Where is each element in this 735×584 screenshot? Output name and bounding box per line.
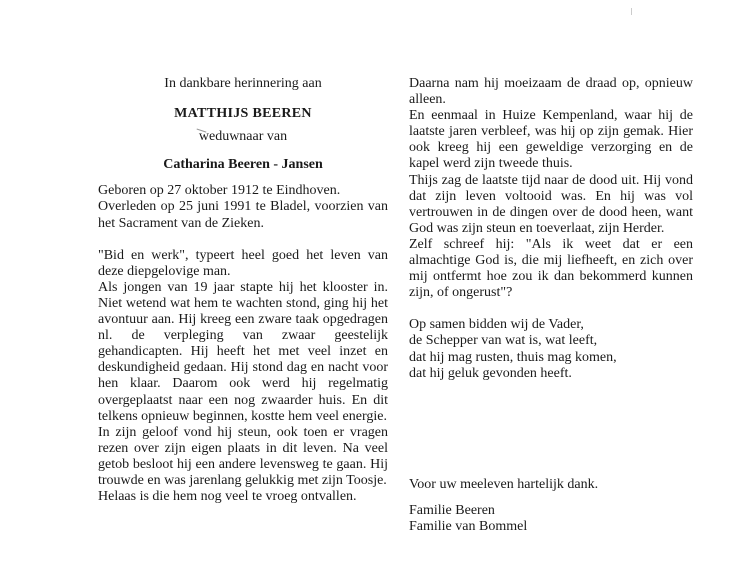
paragraph-thijs: Thijs zag de laatste tijd naar de dood uit. Hij vond dat zijn leven voltooid was. En hij was vol vertrouwen in de dingen over de dood heen, want God was zijn steun en toeverlaat, zijn Herder. <box>409 172 693 236</box>
poem <box>409 317 693 381</box>
paragraph-klooster: Als jongen van 19 jaar stapte hij het klooster in. Niet wetend wat hem te wachten stond, ging hij het avontuur aan. Hij kreeg een zware taak opgedragen nl. de verpleging van zwaar geestelijk gehandicapten. Hij heeft het met veel inzet en deskundigheid gedaan. Hij stond dag en nacht voor hen klaar. Daarom ook werd hij regelmatig overgeplaatst naar een nog zwaarder huis. En dit telkens opnieuw beginnen, kostte hem veel energie. <box>98 279 388 424</box>
right-column <box>409 76 693 535</box>
paragraph-daarna: Daarna nam hij moeizaam de draad op, opnieuw alleen. <box>409 76 693 108</box>
paragraph-bid-en-werk: "Bid en werk", typeert heel goed het leven van deze diepgelovige man. <box>98 247 388 279</box>
family-van-bommel: Familie van Bommel <box>409 518 528 534</box>
poem-line: Op samen bidden wij de Vader, <box>409 317 584 333</box>
header-text: In dankbare herinnering aan <box>164 76 322 91</box>
poem-line: dat hij mag rusten, thuis mag komen, <box>409 349 617 365</box>
poem-line: de Schepper van wat is, wat leeft, <box>409 333 598 349</box>
paragraph-geloof: In zijn geloof vond hij steun, ook toen er vragen rezen over zijn eigen plaats in dit leven. Na veel getob besloot hij een andere levensweg te gaan. Hij trouwde en was jarenlang gelukkig met zijn Toosje. <box>98 424 388 488</box>
corner-mark <box>631 8 632 15</box>
family-beeren: Familie Beeren <box>409 502 495 518</box>
paragraph-quote: Zelf schreef hij: "Als ik weet dat er een almachtige God is, die mij liefheeft, en zich over mij ontfermt hoe zou ik dan bekommerd kunnen zijn, of ongerust"? <box>409 236 693 301</box>
paragraph-kempenland: En eenmaal in Huize Kempenland, waar hij de laatste jaren verbleef, was hij op zijn gemak. Hier ook kreeg hij een geweldige verzorging en de kapel werd zijn tweede thuis. <box>409 108 693 172</box>
poem-line: dat hij geluk gevonden heeft. <box>409 365 572 381</box>
left-column <box>98 76 388 505</box>
birth-line: Geboren op 27 oktober 1912 te Eindhoven. <box>98 183 341 199</box>
deceased-name: MATTHIJS BEEREN <box>174 106 312 122</box>
spouse-name: Catharina Beeren - Jansen <box>163 157 323 173</box>
thanks-line: Voor uw meeleven hartelijk dank. <box>409 476 599 492</box>
death-line: Overleden op 25 juni 1991 te Bladel, voorzien van het Sacrament van de Zieken. <box>98 199 388 231</box>
paragraph-helaas: Helaas is die hem nog veel te vroeg ontvallen. <box>98 489 357 505</box>
relation-text: weduwnaar van <box>198 129 288 145</box>
